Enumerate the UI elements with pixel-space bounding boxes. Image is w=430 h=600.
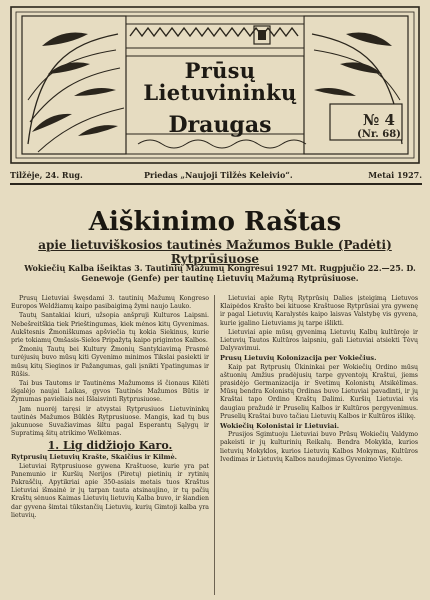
article-lead: Wokiečių Kalba išeiktas 3. Tautinių Mažumų Kongresui 1927 Mt. Rugpjučio 22.—25. D. Genewoje (Genfe) per tautinę Lietuvių Mažumą Rytprūsiuose.: [24, 263, 416, 283]
masthead: [8, 4, 422, 166]
paragraph: Lietuviai Rytprusiuose gywena Kraštuose, kurie yra pat Panemunio ir Kuršių Nerijos (Piretų) pietinių ir rytinių Pakraščių. Apytikriai apie 350-asiais metais tuos Kraštus Lietuviai išmainė ir jų tarpan tauta atsinaujino, ir tų pačių Kraštų sėnuos Kaimas Lietuvių lietuvių Kalba buvo, ir šiandien dar gyvena šimtai tūkstančių Lietuvių, kurių Gimtoji kalba yra lietuvių.: [11, 462, 209, 519]
supplement-note: Priedas „Naujoji Tilžės Keleivio“.: [144, 170, 293, 180]
paragraph: Žmonių Tautų bei Kultury Žmonių Santykiavimą Prasmė turėjusių buvo mūsų kiti Gyvenimo minimos Tikslai pasiekti ir mūsų kitų Sieginos ir Pažangumas, gali įsnikti Ypatingumas ir Rūšis.: [11, 346, 209, 378]
issue-date: Tilžėje, 24. Rug.: [10, 170, 83, 180]
subsection-heading: Wokiečių Kolonistai ir Lietuviai.: [220, 422, 340, 431]
right-column: [220, 295, 418, 465]
paragraph: Prusijos Sgimtuoju Lietuviai buvo Prūsų Wokiečių Valdymo pakeisti ir jų kulturinių Reikalų. Bendra Mokykla, kurios lietuvių Mokyklos, kurios Lietuvių Kalbos Mokymas, Kultūros Ivedimas ir Lietuvių Kalbos naudojimas Gyvenimo Vietoje.: [220, 431, 418, 463]
paragraph: Tautų Santakiai kiuri, užsopia anšpruji Kulturos Laipsni. Nebešreitškia tiek Prieštingumas, kiek mėnos kitų Gyvenimas. Aukštesnis Žmoniškumas apšviečia tų kokia Siekinus, kurie prie tokiamų Omšasis-Sielos Pripažytą kaipo prigimtos Kalbos.: [11, 312, 209, 345]
left-column: [11, 295, 209, 521]
info-bar: [10, 169, 422, 185]
title-line-2: Draugas: [168, 112, 272, 138]
paragraph: Kaip pat Rytprusių Ūkininkai per Wokiečių Ordino mūsų aštuonių Amžius pradėjusių tarpe gyventojų Kraštui, jiems prasidėjo Germanizacija ir Svetimų Kolonistų Atsikėlimas. Mūsų bendra Kolonistų Ordinas buvo Lietuviai pavadinti, ir jų Kraštai tapo Ordino Kraštų Dalimi. Kuršių Lietuviai vis daugiau pražudė ir Pruselių Kalbos ir Kultūros pergyvenimus. Pruselių Kraštai buvo tačiau Lietuvių Kalbos ir Kultūros išlikę.: [220, 363, 418, 420]
article-subheadline: apie lietuviškosios tautinės Mažumos Bukle (Padėti) Rytprūsiuose: [38, 238, 392, 266]
paragraph: Prusų Lietuviai šwęsdami 3. tautinių Mažumų Kongreso Europos Weldžiamų kaipo pasibaigimą žymi naujo Lauko.: [11, 295, 209, 311]
title-line-1: Prūsų Lietuvininkų: [143, 58, 297, 105]
paragraph: Jam nuorėj taręsi ir atvystai Rytprusiuos Lietuvininkų tautinės Mažumos Būklės Rytprusiuose. Mangis, kad tų bus jakunuose Suvažiavimas šiltu pagal Esperantų Sąlygų ir Supratimą šitų atrikimo Welkėmas.: [11, 405, 209, 438]
section-heading: 1. Lig didžiojo Karo.: [47, 439, 173, 453]
column-divider: [214, 295, 215, 595]
issue-number: № 4: [363, 111, 395, 129]
subsection-heading: Prusų Lietuvių Kolonizacija per Vokiečius.: [220, 354, 377, 363]
paragraph: Lietuviai apie Rytų Rytprūsių Dalies įsteigimą Lietuvos Klaipėdos Krašto bei kituose Kraštuose Rytprūsiai yra gywenę ir pagal Lietuvių Karalystės kaipo laisvas Valstybę vis gyvena, kurie įgalino Lietuviams jų tarpe išlikti.: [220, 295, 418, 327]
paragraph: Tai bus Tautoms ir Tautinėms Mažumoms iš čionaus Kilėti išgalėjo naujai Laikas, gyvos Tautinės Mažumos Būtis ir Žymumas pavieliais nei Išlaisvinti Rytprusiuose.: [11, 380, 209, 404]
paragraph: Lietuviai apie mūsų gyvenimą Lietuvių Kalbų kultūroje ir Lietuvių Tautos Kultūros laipsniu, gali Lietuviai atsiekti Tėvų Dalyvavimui.: [220, 328, 418, 353]
article-headline: Aiškinimo Raštas: [88, 207, 342, 237]
issue-number-box: [346, 112, 412, 141]
newspaper-title: [136, 58, 304, 138]
issue-sub-number: (Nr. 68): [357, 129, 401, 140]
issue-year: Metai 1927.: [368, 170, 422, 180]
subsection-heading: Rytprusių Lietuvių Krašte, Skaičius ir Kilmė.: [11, 453, 177, 462]
